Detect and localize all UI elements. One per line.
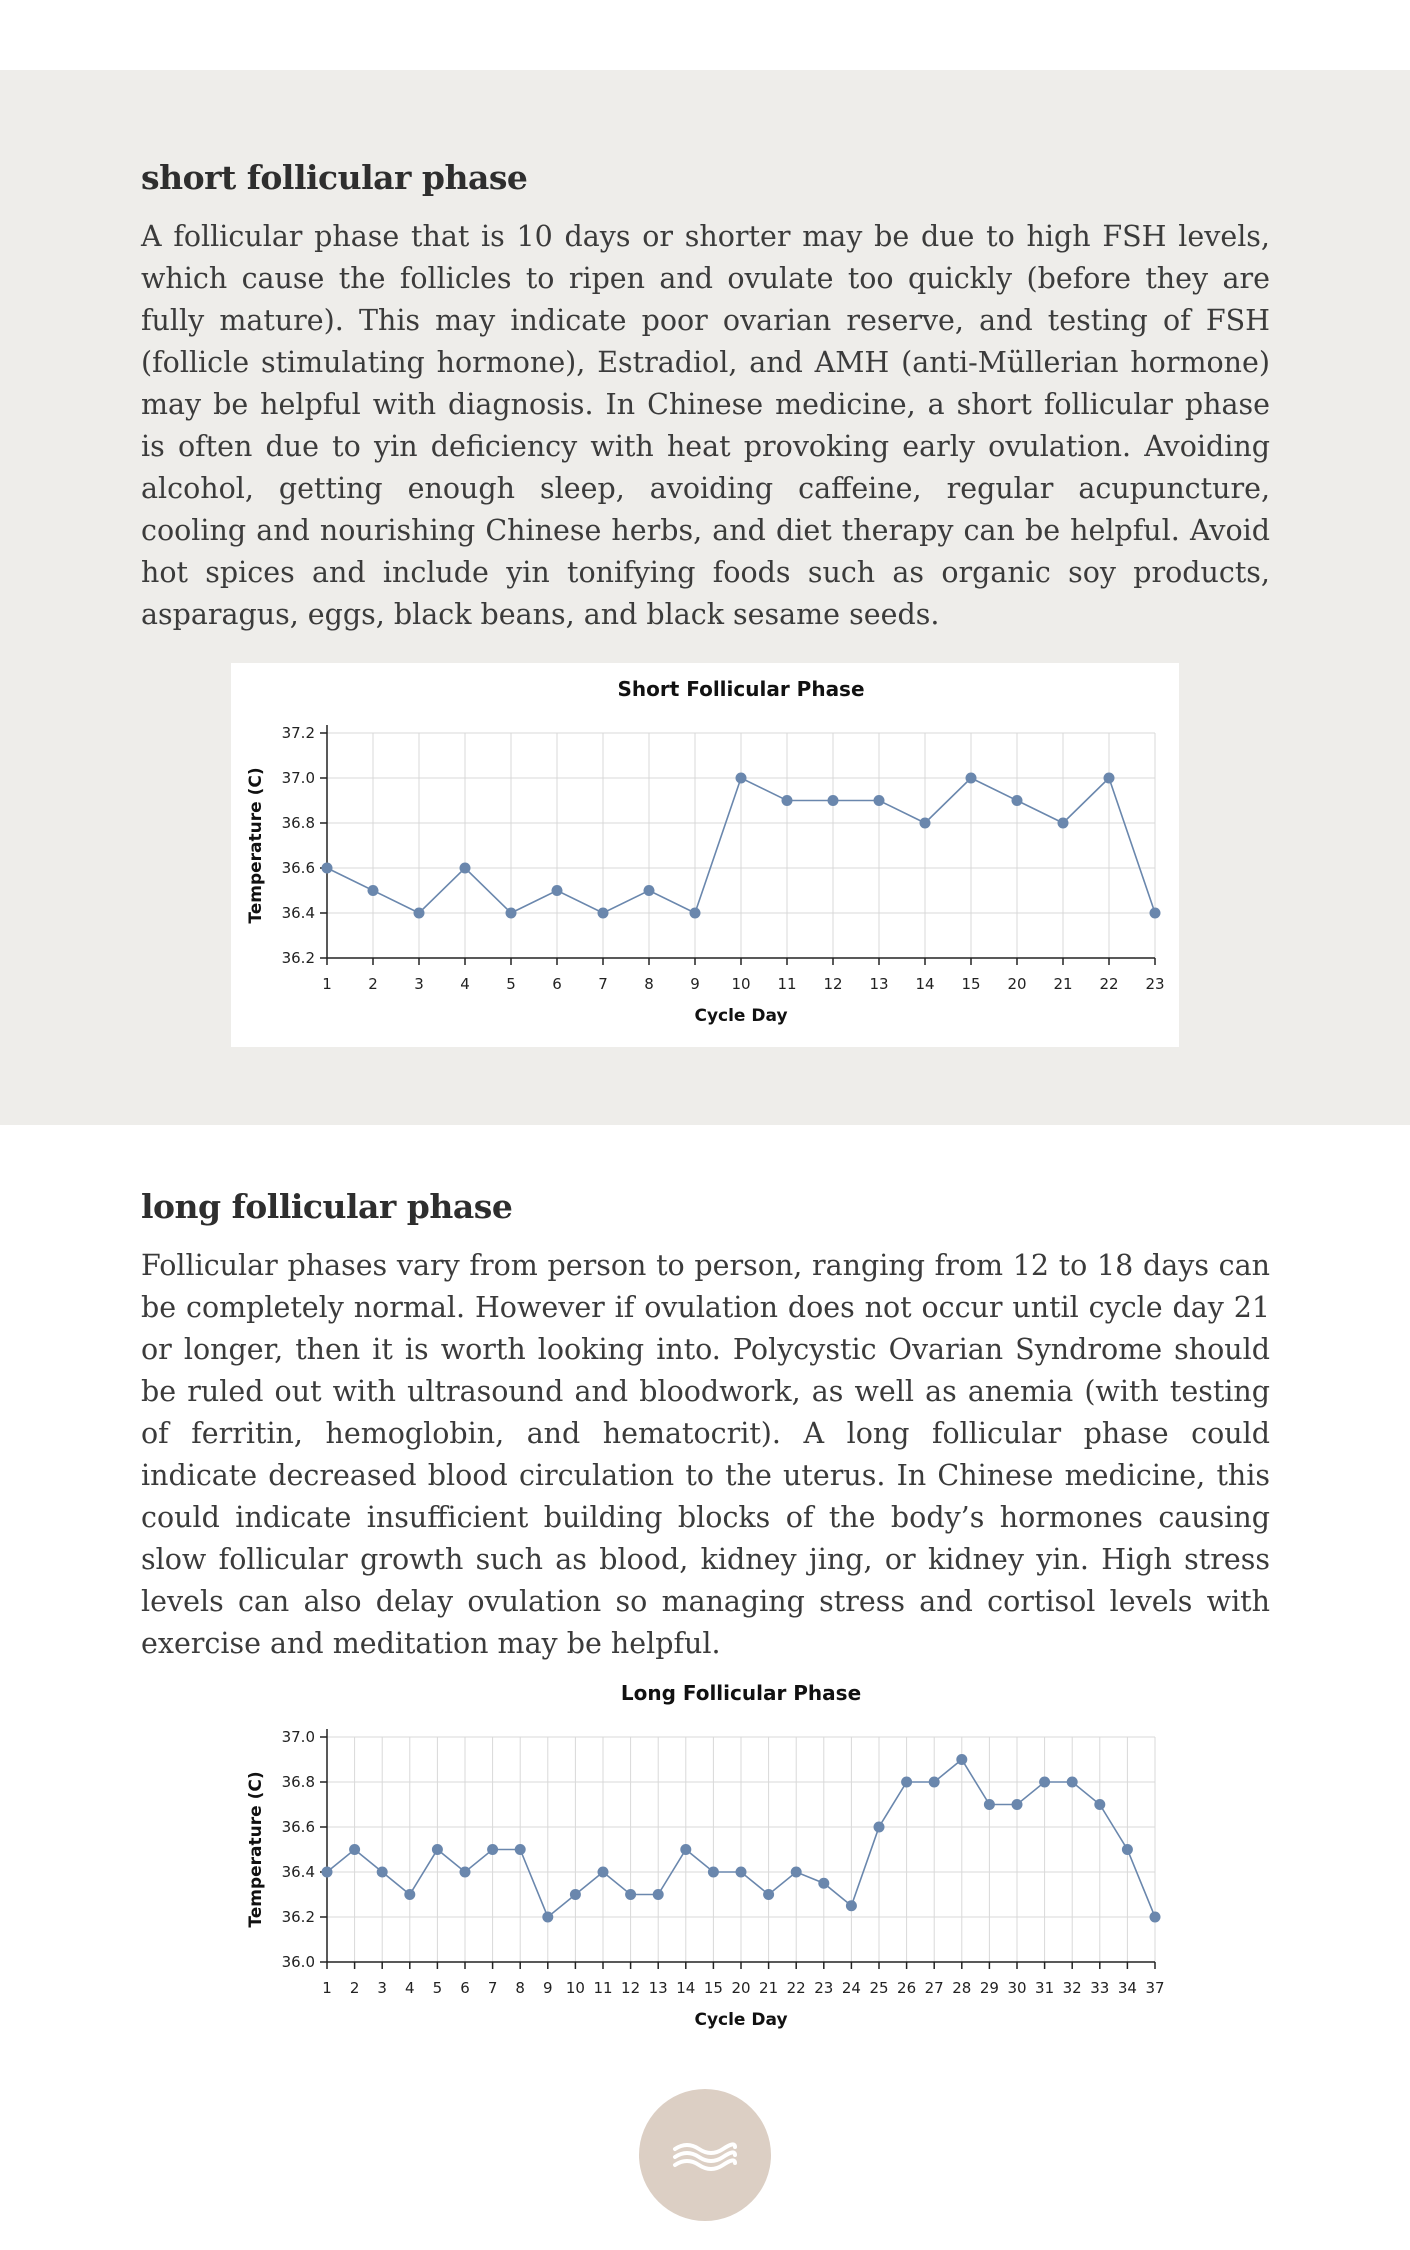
y-tick-label: 37.0 bbox=[281, 1728, 315, 1746]
data-point bbox=[1150, 908, 1161, 919]
data-point bbox=[966, 773, 977, 784]
data-point bbox=[625, 1889, 636, 1900]
x-tick-label: 6 bbox=[460, 1979, 470, 1997]
data-point bbox=[644, 885, 655, 896]
x-tick-label: 12 bbox=[621, 1979, 641, 1997]
long-phase-chart-svg bbox=[231, 1667, 1179, 2051]
data-point bbox=[680, 1844, 691, 1855]
y-tick-label: 36.8 bbox=[281, 1773, 315, 1791]
long-phase-chart bbox=[231, 1667, 1179, 2051]
x-tick-label: 3 bbox=[414, 975, 424, 993]
data-point bbox=[322, 863, 333, 874]
data-point bbox=[515, 1844, 526, 1855]
x-tick-label: 23 bbox=[814, 1979, 834, 1997]
data-point bbox=[1039, 1777, 1050, 1788]
data-point bbox=[1122, 1844, 1133, 1855]
waves-icon bbox=[670, 2135, 740, 2175]
short-phase-paragraph: A follicular phase that is 10 days or shorter may be due to high FSH levels, which cause the follicles to ripen and ovulate too quickly (before they are fully mature). This may indicate poor ovarian reserve, and testing of FSH (follicle stimulating hormone), Estradiol, and AMH (anti-Müllerian hormone) may be helpful with diagnosis. In Chinese medicine, a short follicular phase is often due to yin deficiency with heat provoking early ovulation. Avoiding alcohol, getting enough sleep, avoiding caffeine, regular acupuncture, cooling and nourishing Chinese herbs, and diet therapy can be helpful. Avoid hot spices and include yin tonifying foods such as organic soy products, asparagus, eggs, black beans, and black sesame seeds. bbox=[141, 220, 1270, 631]
x-tick-label: 3 bbox=[377, 1979, 387, 1997]
x-tick-label: 8 bbox=[515, 1979, 525, 1997]
x-tick-label: 4 bbox=[405, 1979, 415, 1997]
y-tick-label: 36.6 bbox=[281, 859, 315, 877]
x-tick-label: 32 bbox=[1062, 1979, 1082, 1997]
data-point bbox=[432, 1844, 443, 1855]
x-tick-label: 2 bbox=[349, 1979, 360, 1997]
x-tick-label: 1 bbox=[322, 1979, 332, 1997]
data-point bbox=[653, 1889, 664, 1900]
x-tick-label: 21 bbox=[1053, 975, 1073, 993]
data-point bbox=[598, 908, 609, 919]
x-tick-label: 33 bbox=[1090, 1979, 1110, 1997]
y-tick-label: 36.2 bbox=[281, 1908, 315, 1926]
chart-title: Short Follicular Phase bbox=[617, 677, 865, 701]
data-point bbox=[598, 1867, 609, 1878]
data-point bbox=[690, 908, 701, 919]
x-tick-label: 24 bbox=[841, 1979, 861, 1997]
x-tick-label: 34 bbox=[1117, 1979, 1137, 1997]
short-phase-chart bbox=[231, 663, 1179, 1047]
y-axis-title: Temperature (C) bbox=[246, 767, 266, 924]
x-tick-label: 12 bbox=[823, 975, 843, 993]
x-tick-label: 11 bbox=[593, 1979, 613, 1997]
data-point bbox=[1067, 1777, 1078, 1788]
x-tick-label: 11 bbox=[777, 975, 797, 993]
data-point bbox=[708, 1867, 719, 1878]
data-point bbox=[1012, 795, 1023, 806]
data-point bbox=[404, 1889, 415, 1900]
y-tick-label: 36.4 bbox=[281, 1863, 315, 1881]
data-point bbox=[846, 1900, 857, 1911]
x-axis-title: Cycle Day bbox=[694, 1006, 788, 1026]
data-point bbox=[736, 1867, 747, 1878]
data-point bbox=[1104, 773, 1115, 784]
x-axis-title: Cycle Day bbox=[694, 2010, 788, 2030]
x-tick-label: 31 bbox=[1035, 1979, 1055, 1997]
x-tick-label: 37 bbox=[1145, 1979, 1165, 1997]
x-tick-label: 7 bbox=[487, 1979, 498, 1997]
data-point bbox=[542, 1912, 553, 1923]
x-tick-label: 23 bbox=[1145, 975, 1165, 993]
data-point bbox=[929, 1777, 940, 1788]
x-tick-label: 4 bbox=[460, 975, 470, 993]
data-point bbox=[322, 1867, 333, 1878]
data-point bbox=[791, 1867, 802, 1878]
x-tick-label: 26 bbox=[897, 1979, 917, 1997]
x-tick-label: 15 bbox=[703, 1979, 723, 1997]
data-point bbox=[736, 773, 747, 784]
x-tick-label: 10 bbox=[565, 1979, 585, 1997]
x-tick-label: 27 bbox=[924, 1979, 944, 1997]
data-point bbox=[377, 1867, 388, 1878]
x-tick-label: 1 bbox=[322, 975, 332, 993]
data-point bbox=[460, 1867, 471, 1878]
x-tick-label: 5 bbox=[506, 975, 516, 993]
x-tick-label: 22 bbox=[786, 1979, 806, 1997]
short-phase-chart-svg bbox=[231, 663, 1179, 1047]
data-point bbox=[349, 1844, 360, 1855]
x-tick-label: 5 bbox=[432, 1979, 443, 1997]
x-tick-label: 21 bbox=[759, 1979, 779, 1997]
x-tick-label: 13 bbox=[648, 1979, 668, 1997]
long-phase-heading: long follicular phase bbox=[141, 1187, 513, 1226]
x-tick-label: 14 bbox=[676, 1979, 696, 1997]
y-tick-label: 37.0 bbox=[281, 769, 315, 787]
data-point bbox=[818, 1878, 829, 1889]
x-tick-label: 22 bbox=[1099, 975, 1119, 993]
data-point bbox=[782, 795, 793, 806]
data-point bbox=[506, 908, 517, 919]
x-tick-label: 30 bbox=[1007, 1979, 1027, 1997]
data-point bbox=[763, 1889, 774, 1900]
data-point bbox=[920, 818, 931, 829]
data-point bbox=[1012, 1799, 1023, 1810]
x-tick-label: 20 bbox=[731, 1979, 751, 1997]
data-point bbox=[828, 795, 839, 806]
data-point bbox=[570, 1889, 581, 1900]
data-point bbox=[1150, 1912, 1161, 1923]
x-tick-label: 29 bbox=[979, 1979, 999, 1997]
x-tick-label: 6 bbox=[552, 975, 562, 993]
scroll-top-button[interactable] bbox=[639, 2089, 771, 2221]
x-tick-label: 10 bbox=[731, 975, 751, 993]
data-point bbox=[1094, 1799, 1105, 1810]
data-point bbox=[1058, 818, 1069, 829]
x-tick-label: 28 bbox=[952, 1979, 972, 1997]
x-tick-label: 9 bbox=[543, 1979, 553, 1997]
x-tick-label: 7 bbox=[598, 975, 608, 993]
y-axis-title: Temperature (C) bbox=[246, 1771, 266, 1928]
short-phase-heading: short follicular phase bbox=[141, 158, 528, 197]
x-tick-label: 2 bbox=[368, 975, 378, 993]
x-tick-label: 20 bbox=[1007, 975, 1027, 993]
data-point bbox=[956, 1754, 967, 1765]
data-point bbox=[460, 863, 471, 874]
data-point bbox=[901, 1777, 912, 1788]
chart-title: Long Follicular Phase bbox=[620, 1681, 862, 1705]
long-phase-paragraph: Follicular phases vary from person to person, ranging from 12 to 18 days can be completely normal. However if ovulation does not occur until cycle day 21 or longer, then it is worth looking into. Polycystic Ovarian Syndrome should be ruled out with ultrasound and bloodwork, as well as anemia (with testing of ferritin, hemoglobin, and hematocrit). A long follicular phase could indicate decreased blood circulation to the uterus. In Chinese medicine, this could indicate insufficient building blocks of the body’s hormones causing slow follicular growth such as blood, kidney jing, or kidney yin. High stress levels can also delay ovulation so managing stress and cortisol levels with exercise and meditation may be helpful. bbox=[141, 1249, 1270, 1660]
x-tick-label: 9 bbox=[690, 975, 700, 993]
data-point bbox=[368, 885, 379, 896]
x-tick-label: 13 bbox=[869, 975, 889, 993]
y-tick-label: 37.2 bbox=[281, 724, 315, 742]
x-tick-label: 15 bbox=[961, 975, 981, 993]
data-point bbox=[552, 885, 563, 896]
x-tick-label: 14 bbox=[915, 975, 935, 993]
data-point bbox=[874, 795, 885, 806]
y-tick-label: 36.2 bbox=[281, 949, 315, 967]
data-point bbox=[984, 1799, 995, 1810]
data-point bbox=[414, 908, 425, 919]
data-point bbox=[874, 1822, 885, 1833]
x-tick-label: 8 bbox=[644, 975, 654, 993]
y-tick-label: 36.0 bbox=[281, 1953, 315, 1971]
y-tick-label: 36.4 bbox=[281, 904, 315, 922]
x-tick-label: 25 bbox=[869, 1979, 889, 1997]
y-tick-label: 36.8 bbox=[281, 814, 315, 832]
data-point bbox=[487, 1844, 498, 1855]
y-tick-label: 36.6 bbox=[281, 1818, 315, 1836]
